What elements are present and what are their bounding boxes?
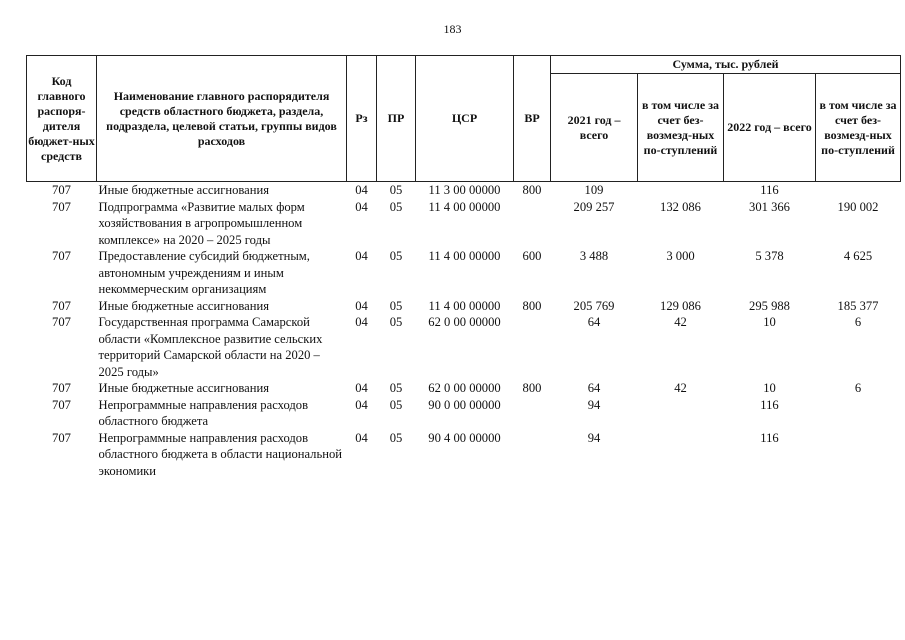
row-rz: 04	[355, 381, 368, 395]
row-pr: 05	[389, 298, 403, 313]
table-row	[27, 380, 901, 397]
table-row	[27, 199, 901, 249]
row-code: 707	[52, 298, 71, 313]
row-total-2021: 109	[584, 183, 604, 197]
table-body	[27, 182, 901, 480]
row-pr: 05	[389, 249, 403, 263]
header-total-2022: 2022 год – всего	[724, 74, 816, 182]
row-vr: 800	[522, 381, 542, 395]
header-vr: ВР	[514, 56, 551, 182]
row-total-2021: 94	[587, 430, 601, 445]
table-row	[27, 298, 901, 315]
row-vr: 800	[522, 298, 542, 313]
row-incl-2022	[816, 182, 901, 199]
row-incl-2022: 6	[854, 381, 862, 395]
row-rz: 04	[355, 199, 368, 214]
row-incl-2021: 129 086	[660, 298, 701, 313]
row-incl-2022: 190 002	[837, 199, 879, 214]
row-code: 707	[52, 183, 71, 197]
row-total-2022: 10	[763, 315, 776, 329]
row-incl-2021	[638, 182, 724, 199]
row-incl-2022	[816, 430, 901, 480]
row-name: Иные бюджетные ассигнования	[98, 381, 270, 395]
header-incl-2022: в том числе за счет без-возмезд-ных по-ступлений	[816, 74, 901, 182]
row-incl-2022	[816, 397, 901, 430]
row-pr: 05	[389, 381, 403, 395]
row-incl-2021	[638, 397, 724, 430]
row-rz: 04	[355, 249, 368, 263]
row-pr: 05	[389, 315, 403, 329]
row-rz: 04	[355, 183, 368, 197]
row-name: Иные бюджетные ассигнования	[98, 298, 270, 313]
header-csr: ЦСР	[416, 56, 514, 182]
table-row	[27, 314, 901, 380]
row-total-2021: 94	[587, 397, 601, 412]
row-incl-2021: 3 000	[666, 249, 695, 263]
row-incl-2021: 42	[674, 381, 687, 395]
table-row	[27, 397, 901, 430]
row-total-2022: 295 988	[749, 298, 790, 313]
row-pr: 05	[389, 397, 403, 412]
row-total-2022: 116	[760, 430, 779, 445]
row-code: 707	[52, 199, 71, 214]
row-csr: 11 4 00 00000	[428, 298, 501, 313]
row-total-2022: 10	[763, 381, 776, 395]
row-csr: 11 4 00 00000	[428, 249, 501, 263]
row-code: 707	[52, 315, 71, 329]
row-total-2022: 116	[760, 397, 779, 412]
row-name: Непрограммные направления расходов областного бюджета в области национальной экономики	[98, 430, 342, 478]
row-rz: 04	[355, 315, 368, 329]
header-rz: Рз	[347, 56, 377, 182]
row-pr: 05	[389, 430, 403, 445]
row-vr	[514, 397, 551, 430]
table-row	[27, 248, 901, 298]
row-code: 707	[52, 381, 71, 395]
row-total-2021: 209 257	[573, 199, 615, 214]
row-name: Государственная программа Самарской области «Комплексное развитие сельских территорий Самарской области на 2020 – 2025 годы»	[98, 315, 323, 379]
row-csr: 90 0 00 00000	[428, 397, 501, 412]
table-row	[27, 430, 901, 480]
page-number: 183	[443, 22, 462, 36]
row-incl-2022: 4 625	[843, 249, 873, 263]
row-code: 707	[52, 249, 71, 263]
row-pr: 05	[389, 183, 403, 197]
row-total-2021: 3 488	[579, 249, 609, 263]
row-total-2022: 301 366	[749, 199, 790, 214]
row-vr: 600	[522, 249, 542, 263]
row-name: Предоставление субсидий бюджетным, автономным учреждениям и иным некоммерческим организациям	[98, 249, 310, 296]
row-total-2021: 64	[587, 381, 601, 395]
row-csr: 62 0 00 00000	[428, 381, 501, 395]
header-code: Код главного распоря-дителя бюджет-ных средств	[27, 56, 97, 182]
row-name: Непрограммные направления расходов областного бюджета	[98, 397, 309, 428]
header-total-2021: 2021 год – всего	[551, 74, 638, 182]
row-vr	[514, 199, 551, 249]
row-code: 707	[52, 430, 71, 445]
row-code: 707	[52, 397, 71, 412]
row-incl-2021: 132 086	[660, 199, 701, 214]
row-vr: 800	[522, 183, 542, 197]
row-rz: 04	[355, 430, 368, 445]
row-csr: 11 4 00 00000	[428, 199, 501, 214]
row-csr: 90 4 00 00000	[428, 430, 501, 445]
header-pr: ПР	[377, 56, 416, 182]
row-incl-2021	[638, 430, 724, 480]
row-total-2022: 5 378	[755, 249, 784, 263]
header-sum: Сумма, тыс. рублей	[551, 56, 901, 74]
header-incl-2021: в том числе за счет без-возмезд-ных по-ступлений	[638, 74, 724, 182]
row-name: Иные бюджетные ассигнования	[98, 183, 270, 197]
row-csr: 62 0 00 00000	[428, 315, 501, 329]
row-total-2021: 205 769	[573, 298, 615, 313]
row-total-2022: 116	[760, 183, 779, 197]
row-name: Подпрограмма «Развитие малых форм хозяйствования в агропромышленном комплексе» на 2020 – 2025 годы	[98, 199, 305, 247]
row-incl-2022: 185 377	[837, 298, 879, 313]
budget-table	[26, 55, 901, 479]
row-rz: 04	[355, 397, 368, 412]
row-pr: 05	[389, 199, 403, 214]
row-total-2021: 64	[587, 315, 601, 329]
header-name: Наименование главного распорядителя средств областного бюджета, раздела, подраздела, целевой статьи, группы видов расходов	[97, 56, 347, 182]
row-csr: 11 3 00 00000	[428, 183, 501, 197]
row-vr	[514, 430, 551, 480]
row-vr	[514, 314, 551, 380]
row-rz: 04	[355, 298, 368, 313]
row-incl-2022: 6	[854, 315, 862, 329]
row-incl-2021: 42	[674, 315, 687, 329]
table-row	[27, 182, 901, 199]
